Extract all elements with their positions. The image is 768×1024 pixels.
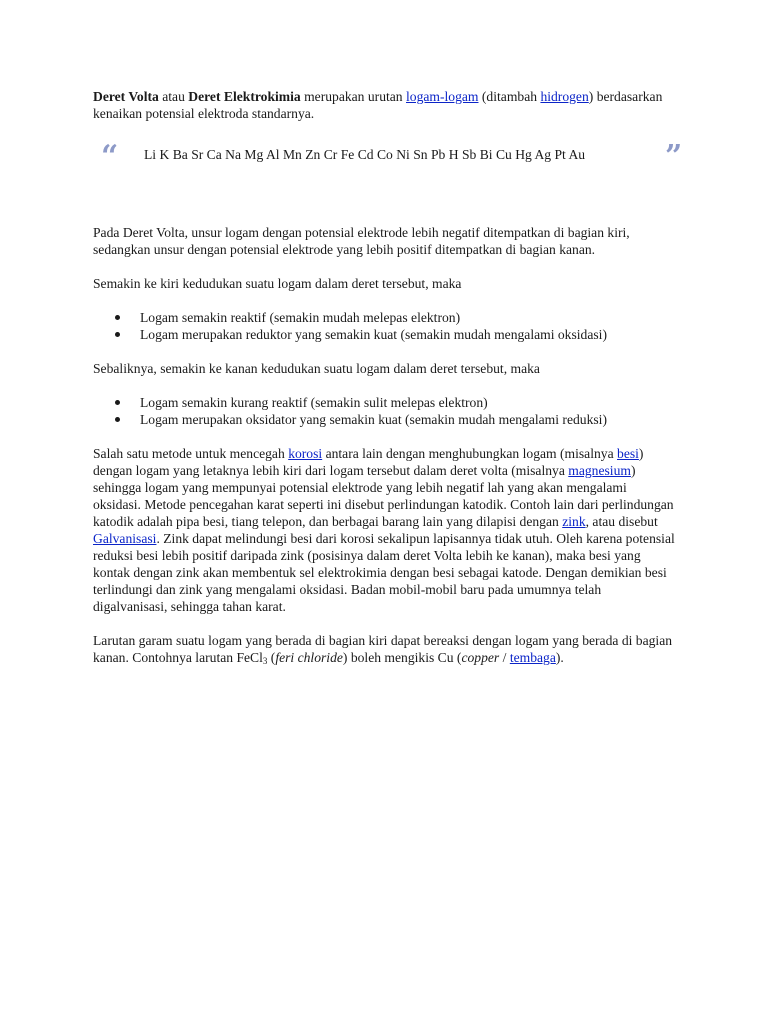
bullet-icon	[115, 417, 120, 422]
paragraph-placement: Pada Deret Volta, unsur logam dengan potensial elektrode lebih negatif ditempatkan di bagian kiri, sedangkan unsur dengan potensial elektrode yang lebih positif ditempatkan di bagian kanan.	[93, 225, 630, 257]
left-properties-list	[93, 309, 678, 343]
link-besi[interactable]: besi	[617, 446, 639, 461]
list-item: Logam merupakan reduktor yang semakin kuat (semakin mudah mengalami oksidasi)	[93, 326, 678, 343]
bullet-icon	[115, 332, 120, 337]
link-galvanisasi[interactable]: Galvanisasi	[93, 531, 157, 546]
term-deret-volta: Deret Volta	[93, 89, 159, 104]
term-deret-elektrokimia: Deret Elektrokimia	[188, 89, 301, 104]
link-logam-logam[interactable]: logam-logam	[406, 89, 479, 104]
link-korosi[interactable]: korosi	[288, 446, 323, 461]
close-quote-icon: ”	[665, 139, 683, 174]
paragraph-salt-reaction: Larutan garam suatu logam yang berada di bagian kiri dapat bereaksi dengan logam yang berada di bagian kanan. Contohnya larutan FeCl$_3$ (feri chloride) boleh mengikis Cu (copper / tembaga).	[93, 633, 673, 666]
right-properties-list	[93, 394, 678, 428]
chem-subscript: 3	[262, 656, 268, 666]
italic-feri-chloride: feri chloride	[275, 650, 343, 665]
paragraph-right-side: Sebaliknya, semakin ke kanan kedudukan suatu logam dalam deret tersebut, maka	[93, 361, 540, 376]
volta-series-text: Li K Ba Sr Ca Na Mg Al Mn Zn Cr Fe Cd Co Ni Sn Pb H Sb Bi Cu Hg Ag Pt Au	[144, 147, 586, 162]
list-item: Logam semakin kurang reaktif (semakin sulit melepas elektron)	[93, 394, 678, 411]
bullet-icon	[115, 315, 120, 320]
paragraph-left-side: Semakin ke kiri kedudukan suatu logam dalam deret tersebut, maka	[93, 276, 462, 291]
list-item: Logam merupakan oksidator yang semakin kuat (semakin mudah mengalami reduksi)	[93, 411, 678, 428]
open-quote-icon: “	[101, 139, 119, 174]
intro-paragraph: Deret Volta atau Deret Elektrokimia merupakan urutan logam-logam (ditambah hidrogen) berdasarkan kenaikan potensial elektroda standarnya.	[93, 89, 663, 121]
link-magnesium[interactable]: magnesium	[568, 463, 631, 478]
paragraph-corrosion-protection: Salah satu metode untuk mencegah korosi antara lain dengan menghubungkan logam (misalnya besi) dengan logam yang letaknya lebih kiri dari logam tersebut dalam deret volta (misalnya magnesium) sehingga logam yang mempunyai potensial elektrode yang lebih negatif lah yang akan mengalami oksidasi. Metode pencegahan karat seperti ini disebut perlindungan katodik. Contoh lain dari perlindungan katodik adalah pipa besi, tiang telepon, dan berbagai barang lain yang dilapisi dengan zink, atau disebut Galvanisasi. Zink dapat melindungi besi dari korosi sekalipun lapisannya tidak utuh. Oleh karena potensial reduksi besi lebih positif daripada zink (posisinya dalam deret Volta lebih ke kanan), maka besi yang kontak dengan zink akan membentuk sel elektrokimia dengan besi sebagai katode. Dengan demikian besi terlindungi dan zink yang mengalami oksidasi. Badan mobil-mobil baru pada umumnya telah digalvanisasi, sehingga tahan karat.	[93, 446, 675, 614]
document-body	[93, 88, 683, 685]
link-tembaga[interactable]: tembaga	[509, 650, 556, 665]
link-zink[interactable]: zink	[562, 514, 586, 529]
link-hidrogen[interactable]: hidrogen	[540, 89, 589, 104]
volta-series-quote	[93, 139, 683, 196]
list-item: Logam semakin reaktif (semakin mudah melepas elektron)	[93, 309, 678, 326]
italic-copper: copper	[461, 650, 500, 665]
bullet-icon	[115, 400, 120, 405]
